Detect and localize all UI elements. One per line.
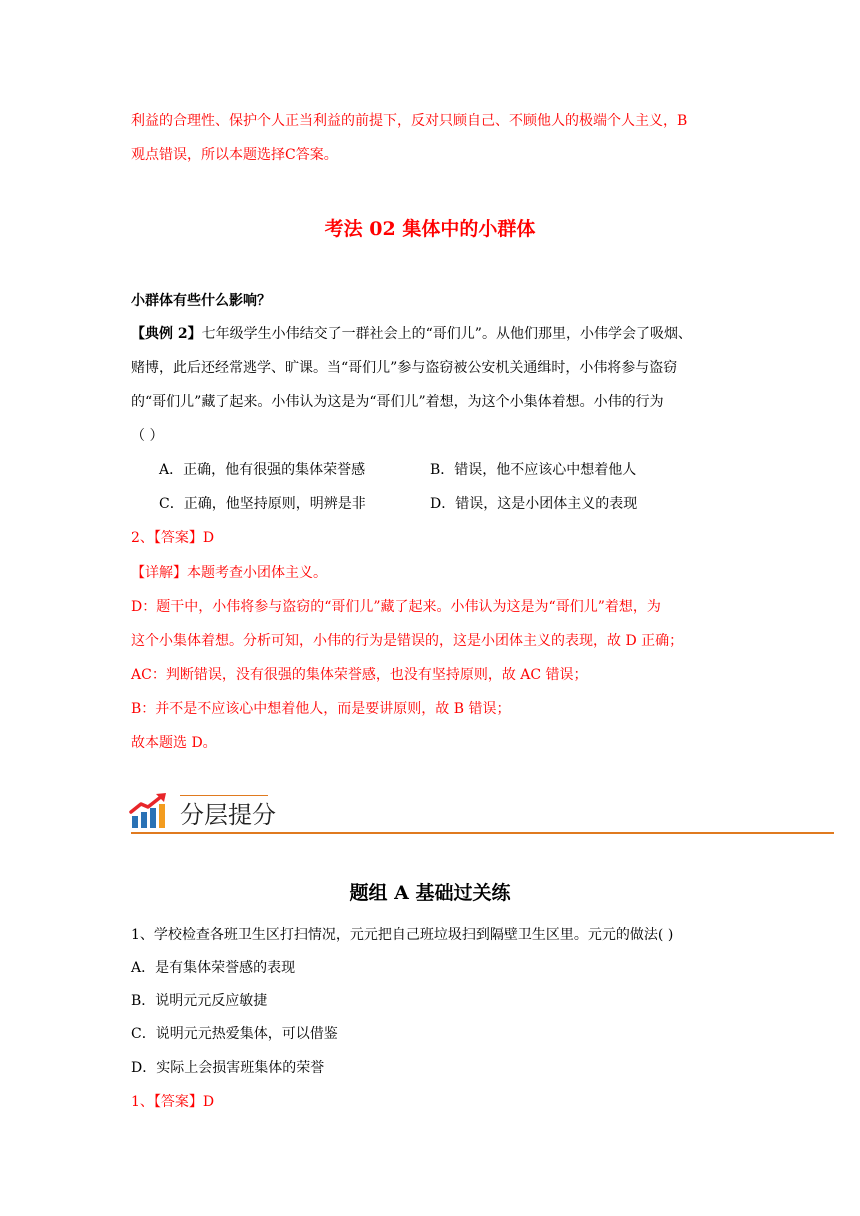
example-tag: 【典例 2】: [131, 326, 202, 342]
group-title: 题组 A 基础过关练: [349, 882, 511, 904]
option-a: A．正确，他有很强的集体荣誉感: [159, 462, 366, 478]
q1-stem: 1、学校检查各班卫生区打扫情况，元元把自己班垃圾扫到隔壁卫生区里。元元的做法( ): [131, 927, 674, 943]
detail-d-line-1: D：题干中，小伟将参与盗窃的“哥们儿”藏了起来。小伟认为这是为“哥们儿”着想，为: [131, 599, 661, 615]
option-d: D．错误，这是小团体主义的表现: [430, 496, 638, 512]
option-c: C．正确，他坚持原则，明辨是非: [159, 496, 366, 512]
q1-answer: 1、【答案】D: [131, 1094, 215, 1110]
explanation-line-2: 观点错误，所以本题选择C答案。: [131, 147, 338, 163]
question-heading: 小群体有些什么影响？: [131, 293, 271, 309]
explanation-line-1: 利益的合理性、保护个人正当利益的前提下，反对只顾自己、不顾他人的极端个人主义，B: [131, 113, 688, 129]
example-line-2: 赌博，此后还经常逃学、旷课。当“哥们儿”参与盗窃被公安机关通缉时，小伟将参与盗窃: [131, 360, 678, 376]
detail-2: 【详解】本题考查小团体主义。: [131, 565, 327, 581]
detail-b: B：并不是不应该心中想着他人，而是要讲原则，故 B 错误；: [131, 701, 511, 717]
detail-final: 故本题选 D。: [131, 735, 217, 751]
q1-option-d: D．实际上会损害班集体的荣誉: [131, 1060, 325, 1076]
example-text-1: 七年级学生小伟结交了一群社会上的“哥们儿”。从他们那里，小伟学会了吸烟、: [201, 326, 692, 342]
banner-rule: [131, 832, 834, 834]
example-line-3: 的“哥们儿”藏了起来。小伟认为这是为“哥们儿”着想，为这个小集体着想。小伟的行为: [131, 394, 664, 410]
section-title: 考法 02 集体中的小群体: [324, 218, 536, 240]
example-line-1: [131, 324, 692, 344]
bar-chart-up-arrow-icon: [129, 792, 169, 830]
banner-top-rule: [180, 795, 268, 796]
detail-d-line-2: 这个小集体着想。分析可知，小伟的行为是错误的，这是小团体主义的表现，故 D 正确；: [131, 633, 684, 649]
detail-ac: AC：判断错误，没有很强的集体荣誉感，也没有坚持原则，故 AC 错误；: [131, 667, 588, 683]
q1-option-c: C．说明元元热爱集体，可以借鉴: [131, 1026, 338, 1042]
q1-option-b: B．说明元元反应敏捷: [131, 993, 268, 1009]
example-line-4: （ ）: [131, 428, 164, 444]
answer-2: 2、【答案】D: [131, 530, 215, 546]
option-b: B．错误，他不应该心中想着他人: [430, 462, 637, 478]
q1-option-a: A．是有集体荣誉感的表现: [131, 960, 296, 976]
banner-title: 分层提分: [180, 801, 276, 829]
